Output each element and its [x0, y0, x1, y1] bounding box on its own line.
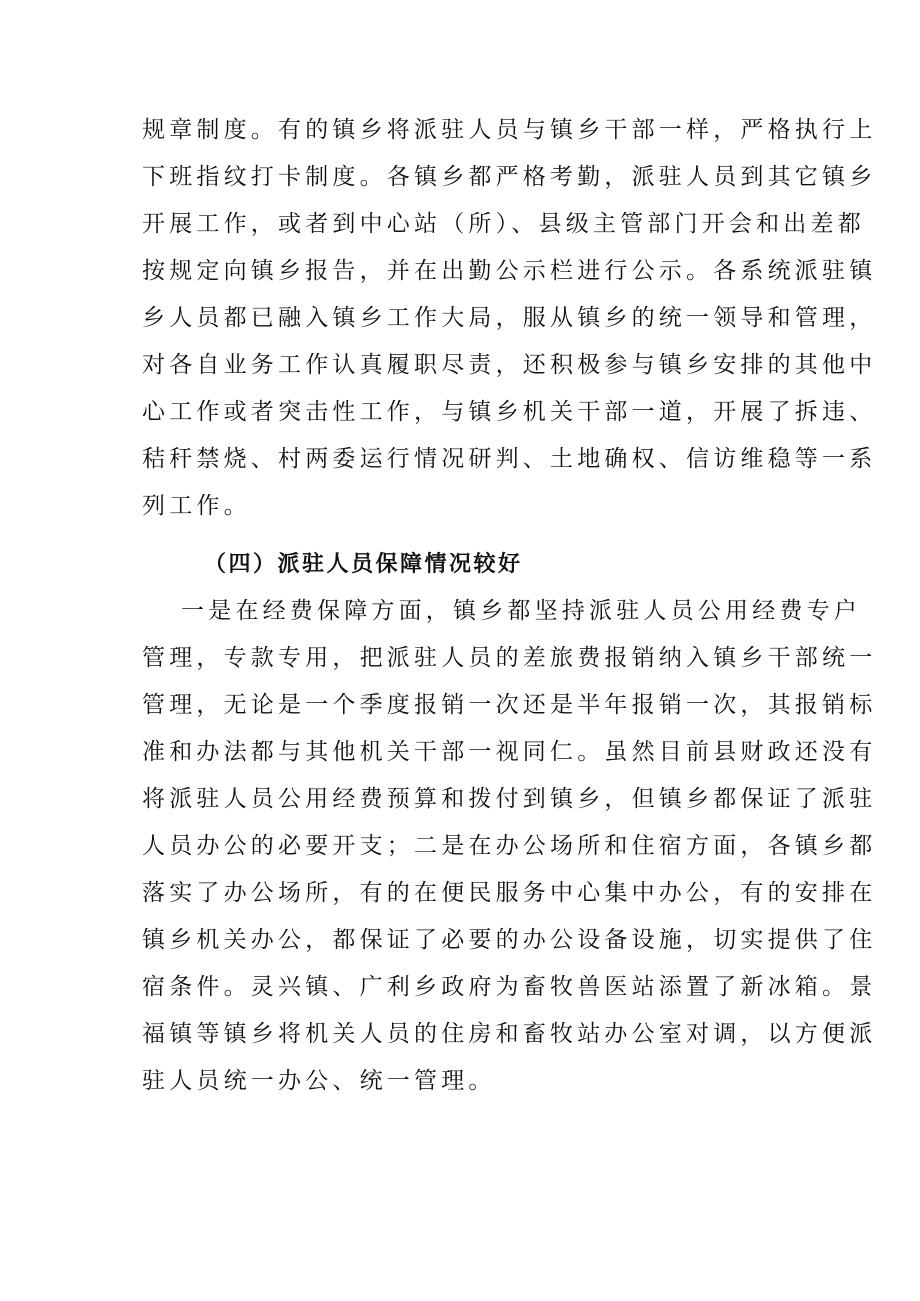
text-line: 将派驻人员公用经费预算和拨付到镇乡，但镇乡都保证了派驻 [142, 786, 877, 812]
text-line: 列工作。 [142, 493, 251, 519]
text-line: 驻人员统一办公、统一管理。 [142, 1068, 496, 1094]
text-line: 秸秆禁烧、村两委运行情况研判、土地确权、信访维稳等一系 [142, 446, 877, 472]
text-line: 对各自业务工作认真履职尽责，还积极参与镇乡安排的其他中 [142, 352, 877, 378]
text-line: 镇乡机关办公，都保证了必要的办公设备设施，切实提供了住 [142, 927, 877, 953]
text-line: 管理，无论是一个季度报销一次还是半年报销一次，其报销标 [142, 692, 877, 718]
text-line: 按规定向镇乡报告，并在出勤公示栏进行公示。各系统派驻镇 [142, 258, 877, 284]
section-heading: （四）派驻人员保障情况较好 [204, 552, 523, 577]
text-line: 准和办法都与其他机关干部一视同仁。虽然目前县财政还没有 [142, 739, 877, 765]
text-line: 下班指纹打卡制度。各镇乡都严格考勤，派驻人员到其它镇乡 [142, 164, 877, 190]
text-line: 人员办公的必要开支；二是在办公场所和住宿方面，各镇乡都 [142, 833, 877, 859]
text-line: 一是在经费保障方面，镇乡都坚持派驻人员公用经费专户 [181, 598, 861, 624]
text-line: 落实了办公场所，有的在便民服务中心集中办公，有的安排在 [142, 880, 877, 906]
text-line: 开展工作，或者到中心站（所）、县级主管部门开会和出差都 [142, 211, 865, 237]
text-line: 心工作或者突击性工作，与镇乡机关干部一道，开展了拆违、 [142, 399, 877, 425]
text-line: 规章制度。有的镇乡将派驻人员与镇乡干部一样，严格执行上 [142, 117, 877, 143]
text-line: 管理，专款专用，把派驻人员的差旅费报销纳入镇乡干部统一 [142, 645, 877, 671]
text-line: 福镇等镇乡将机关人员的住房和畜牧站办公室对调，以方便派 [142, 1021, 877, 1047]
text-line: 宿条件。灵兴镇、广利乡政府为畜牧兽医站添置了新冰箱。景 [142, 974, 877, 1000]
text-line: 乡人员都已融入镇乡工作大局，服从镇乡的统一领导和管理， [142, 305, 877, 331]
